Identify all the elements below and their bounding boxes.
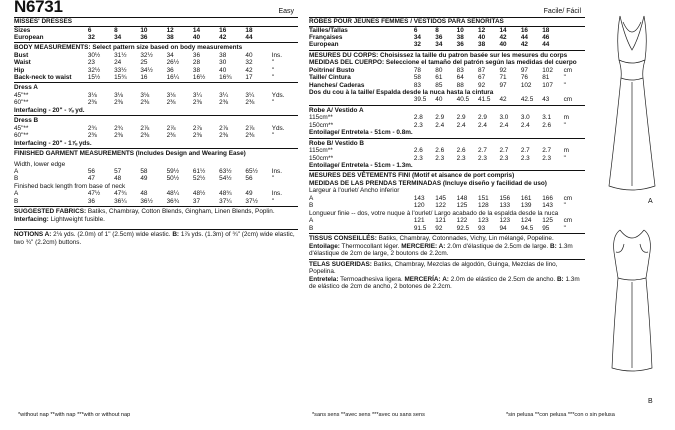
dress-b-interfacing: Interfacing - 20" - 1⅞ yds. [14, 139, 92, 147]
body-heading-fr: MESURES DU CORPS: Choisissez la taille du patron basée sur les mesures du corps [309, 50, 585, 60]
table-row: Hip 32½ 33½ 34½ 36 38 40 42 " [14, 66, 274, 74]
tissus-conseilles: TISSUS CONSEILLÉS: Batiks, Chambray, Cotonnades, Vichy, Lin mélangé, Popeline. [309, 233, 585, 243]
size-table-fr [309, 26, 585, 49]
dress-b-table [14, 125, 298, 140]
table-row: 45"** 3⅛ 3⅛ 3⅛ 3⅛ 3¼ 3¼ 3¼ Yds. [14, 91, 285, 99]
table-row: A 143 145 148 151 156 161 166 cm [309, 194, 573, 202]
width-label-fr: Largeur à l'ourlet/ Ancho inferior [309, 187, 400, 195]
dress-a-label-fr: Robe A/ Vestido A [309, 105, 585, 115]
dress-a-figure [592, 8, 672, 208]
interfacing-note: Interfacing: Lightweight fusible. [14, 215, 105, 223]
size-table [14, 26, 298, 42]
table-row: A 47½ 47¾ 48 48¼ 48½ 48¾ 49 Ins. [14, 190, 282, 198]
table-row: B 36 36¼ 36½ 36¾ 37 37¼ 37½ " [14, 197, 274, 205]
body-measurements-heading: BODY MEASUREMENTS: Select pattern size based on body measurements [14, 42, 298, 52]
section-heading: MISSES' DRESSES [14, 18, 72, 25]
dress-a-table [14, 92, 298, 107]
difficulty-level: Easy [278, 8, 294, 15]
table-row: 39.5 40 40.5 41.5 42 42.5 43 cm [413, 96, 573, 104]
dress-b-sketch [592, 222, 672, 402]
telas-sugeridas: TELAS SUGERIDAS: Batiks, Chambray, Mezclas de algodón, Guinga, Mezclas de lino, Popelina. [309, 259, 585, 276]
pattern-number: N6731 [14, 0, 63, 16]
table-row: Poitrine/ Busto 78 80 83 87 92 97 102 cm [309, 66, 573, 74]
length-label-fr: Longueur finie -- dos, votre nuque à l'ourlet/ Largo acabado de la espalda desde la nuca [309, 209, 559, 217]
sizes-row: Tailles/Tallas 6 8 10 12 14 16 18 [309, 26, 550, 34]
finished-heading-es: MEDIDAS DE LAS PRENDAS TERMINADAS (Incluye diseño y facilidad de uso) [309, 179, 547, 187]
width-table-fr [309, 195, 585, 210]
table-row: 45"** 2¾ 2¾ 2⅞ 2⅞ 2⅞ 2⅞ 2⅞ Yds. [14, 124, 285, 132]
footnote-fr: *sans sens **avec sens ***avec ou sans sens [312, 412, 425, 418]
width-table [14, 168, 298, 183]
figure-b-label: B [648, 398, 653, 405]
table-row: 60"** 2⅜ 2⅜ 2⅜ 2⅜ 2⅜ 2⅜ 2⅜ " [14, 132, 274, 140]
sizes-row: Sizes 6 8 10 12 14 16 18 [14, 26, 253, 34]
dress-a-table-fr [309, 114, 585, 129]
table-row: 150cm** 2.3 2.4 2.4 2.4 2.4 2.4 2.6 " [309, 121, 566, 129]
table-row: B 91.5 92 92.5 93 94 94.5 95 " [309, 224, 566, 232]
dress-b-table-fr [309, 147, 585, 162]
table-row: A 56 57 58 59½ 61½ 63½ 65½ Ins. [14, 168, 282, 176]
table-row: 115cm** 2.6 2.6 2.6 2.7 2.7 2.7 2.7 m [309, 147, 569, 155]
table-row: 150cm** 2.3 2.3 2.3 2.3 2.3 2.3 2.3 " [309, 154, 566, 162]
table-row: 115cm** 2.8 2.9 2.9 2.9 3.0 3.0 3.1 m [309, 114, 569, 122]
table-row: Back-neck to waist 15½ 15¾ 16 16¼ 16½ 16¾ 17 " [14, 74, 274, 82]
length-table [14, 190, 298, 205]
english-column [14, 0, 298, 246]
length-label: Finished back length from base of neck [14, 182, 126, 190]
french-spanish-column [309, 0, 585, 291]
european-row: European 32 34 36 38 40 42 44 [14, 33, 253, 41]
neck-table-fr [309, 96, 585, 103]
table-row: 60"** 2⅜ 2⅜ 2⅜ 2⅜ 2⅜ 2⅜ 2⅜ " [14, 99, 274, 107]
width-label: Width, lower edge [14, 160, 66, 168]
dress-a-interfacing: Interfacing - 20" - ⅝ yd. [14, 106, 85, 114]
european-row: European 32 34 36 38 40 42 44 [309, 41, 550, 49]
title-row-fr [309, 0, 585, 18]
section-heading-fr: ROBES POUR JEUNES FEMMES / VESTIDOS PARA SEÑORITAS [309, 18, 504, 25]
entoilage-mercerie: Entoilage: Thermocollant léger. MERCERIE: A: 2.0m d'élastique de 2.5cm de large. B: 1.3m d'élastique de 2cm de large, 2 boutons de 2.2cm. [309, 242, 573, 258]
body-table [14, 52, 298, 82]
neck-label-fr: Dos du cou à la taille/ Espalda desde la nuca hasta la cintura [309, 88, 494, 96]
dress-b-label-fr: Robe B/ Vestido B [309, 138, 585, 148]
french-row: Françaises 34 36 38 40 42 44 46 [309, 33, 550, 41]
entretela-merceria: Entretela: Termoadhesiva ligera. MERCERÍA: A: 2.0m de elástico de 2.5cm de ancho. B: 1.3m de elástico de 2cm de ancho, 2 botones de 2.2cm. [309, 275, 580, 291]
dress-a-label: Dress A [14, 82, 298, 92]
table-row: B 120 122 125 128 133 139 143 " [309, 202, 566, 210]
length-table-fr [309, 217, 585, 232]
footnote-es: *sin pelusa **con pelusa ***con o sin pelusa [506, 412, 615, 418]
table-row: Hanches/ Caderas 83 85 88 92 97 102 107 " [309, 81, 566, 89]
body-table-fr [309, 67, 585, 89]
dress-b-interfacing-fr: Entoilage/ Entretela - 51cm - 1.3m. [309, 161, 413, 169]
suggested-fabrics: SUGGESTED FABRICS: Batiks, Chambray, Cotton Blends, Gingham, Linen Blends, Poplin. [14, 206, 298, 216]
footnote-en: *without nap **with nap ***with or without nap [18, 412, 131, 418]
dress-a-sketch [592, 8, 672, 208]
notions: NOTIONS A: 2⅛ yds. (2.0m) of 1" (2.5cm) wide elastic. B: 1⅞ yds. (1.3m) of ¾" (2cm) wide elastic, two ¾" (2.2cm) buttons. [14, 229, 298, 246]
body-heading-es: MEDIDAS DEL CUERPO: Seleccione el tamaño del patrón según las medidas del cuerpo [309, 59, 577, 67]
table-row: Waist 23 24 25 26½ 28 30 32 " [14, 59, 274, 67]
difficulty-level-fr: Facile/ Fácil [543, 8, 581, 15]
dress-b-label: Dress B [14, 115, 298, 125]
finished-measurements-heading: FINISHED GARMENT MEASUREMENTS (Includes Design and Wearing Ease) [14, 148, 298, 158]
table-row: A 121 121 122 123 123 124 125 cm [309, 217, 573, 225]
dress-b-figure [592, 222, 672, 412]
finished-heading-fr: MESURES DES VÊTEMENTS FINI (Motif et aisance de port compris) [309, 170, 585, 180]
table-row: Taille/ Cintura 58 61 64 67 71 76 81 " [309, 74, 566, 82]
table-row: B 47 48 49 50½ 52½ 54½ 56 " [14, 175, 274, 183]
figure-a-label: A [648, 198, 653, 205]
title-row [14, 0, 298, 18]
dress-a-interfacing-fr: Entoilage/ Entretela - 51cm - 0.8m. [309, 129, 413, 137]
table-row: Bust 30½ 31½ 32½ 34 36 38 40 Ins. [14, 51, 282, 59]
